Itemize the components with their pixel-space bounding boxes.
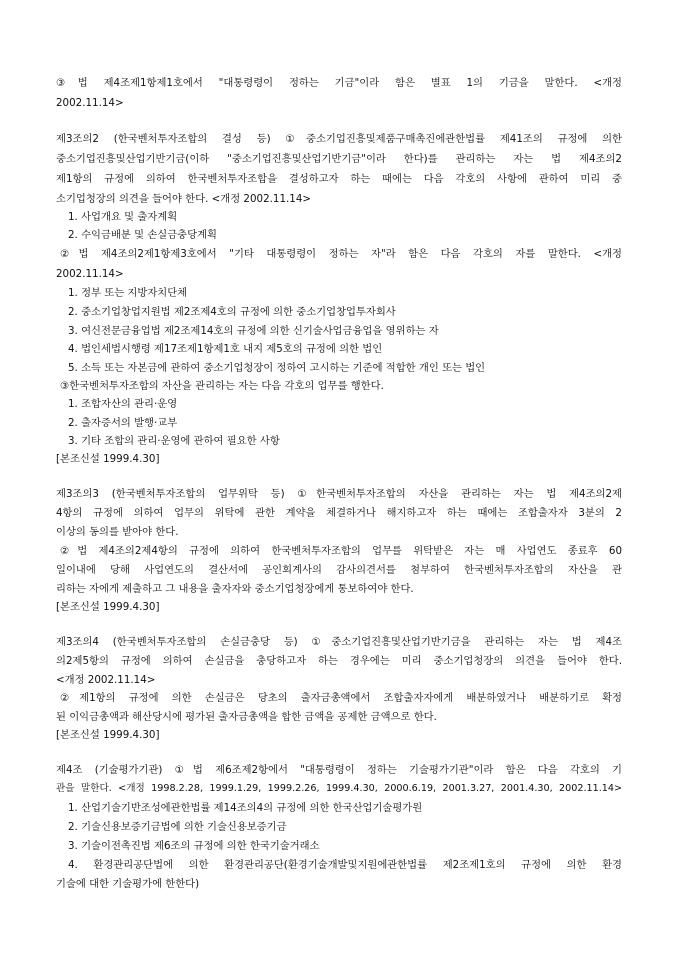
list-item: 5. 소득 또는 자본금에 관하여 중소기업청장이 정하여 고시하는 기준에 적합한 개인 또는 법인 — [68, 362, 486, 374]
paragraph-2-line: ②법 제4조의2제4항의 규정에 의하여 한국벤처투자조합의 업무를 위탁받은 자는 매 사업연도 종료후 60 — [60, 545, 622, 557]
list-item: 1. 정부 또는 지방자치단체 — [68, 287, 188, 299]
list-item: 3. 기타 조합의 관리·운영에 관하여 필요한 사항 — [68, 435, 280, 447]
article-3-2-line: 중소기업진흥및산업기반기금(이하 "중소기업진흥및산업기반기금"이라 한다)를 관리하는 자는 법 제4조의2 — [56, 153, 622, 165]
paragraph-3-line: ③한국벤처투자조합의 자산을 관리하는 자는 다음 각호의 업무를 행한다. — [60, 380, 384, 392]
list-item-continuation: 기술에 대한 기술평가에 한한다) — [56, 878, 200, 890]
list-item: 2. 중소기업창업지원법 제2조제4호의 규정에 의한 중소기업창업투자회사 — [68, 306, 396, 318]
list-item: 2. 출자증서의 발행·교부 — [68, 417, 178, 429]
article-3-4-line: <개정 2002.11.14> — [56, 674, 156, 686]
list-item: 1. 조합자산의 관리·운영 — [68, 398, 178, 410]
enactment-note: [본조신설 1999.4.30] — [56, 601, 160, 613]
paragraph-2-line: ②제1항의 규정에 의한 손실금은 당초의 출자금총액에서 조합출자자에게 배분하였거나 배분하기로 확정 — [60, 692, 622, 704]
paragraph-2-line: 2002.11.14> — [56, 268, 124, 280]
list-item: 1. 사업개요 및 출자계획 — [68, 211, 178, 223]
list-item: 2. 수익금배분 및 손실금충당계획 — [68, 229, 217, 241]
article-4-heading: 제4조 (기술평가기관) ①법 제6조제2항에서 "대통령령이 정하는 기술평가기관"이라 함은 다음 각호의 기 — [56, 764, 622, 776]
paragraph-2-line: 리하는 자에게 제출하고 그 내용을 출자자와 중소기업청장에게 통보하여야 한다. — [56, 583, 414, 595]
list-item: 1. 산업기술기반조성에관한법률 제14조의4의 규정에 의한 한국산업기술평가원 — [68, 802, 423, 814]
article-3-2-line: 소기업청장의 의견을 들어야 한다. <개정 2002.11.14> — [56, 193, 311, 205]
paragraph-2-line: ②법 제4조의2제1항제3호에서 "기타 대통령령이 정하는 자"라 함은 다음 각호의 자를 말한다. <개정 — [60, 248, 622, 260]
article-3-4-heading: 제3조의4 (한국벤처투자조합의 손실금충당 등) ①중소기업진흥및산업기반기금을 관리하는 자는 법 제4조 — [56, 636, 622, 648]
list-item: 4. 법인세법시행령 제17조제1항제1호 내지 제5호의 규정에 의한 법인 — [68, 343, 383, 355]
list-item: 3. 기술이전촉진법 제6조의 규정에 의한 한국기술거래소 — [68, 840, 320, 852]
list-item: 4. 환경관리공단법에 의한 환경관리공단(환경기술개발및지원에관한법률 제2조제1호의 규정에 의한 환경 — [68, 859, 622, 871]
article-3-3-line: 이상의 동의를 받아야 한다. — [56, 526, 179, 538]
article-4-line: 관을 말한다. <개정 1998.2.28, 1999.1.29, 1999.2.26, 1999.4.30, 2000.6.19, 2001.3.27, 2001.4.30, 2002.11.14> — [56, 783, 622, 794]
paragraph-2-line: 일이내에 당해 사업연도의 결산서에 공인회계사의 감사의견서를 첨부하여 한국벤처투자조합의 자산을 관 — [56, 564, 622, 576]
paragraph-3-line: ③법 제4조제1항제1호에서 "대통령령이 정하는 기금"이라 함은 별표 1의 기금을 말한다. <개정 — [56, 77, 622, 89]
article-3-2-heading: 제3조의2 (한국벤처투자조합의 결성 등) ①중소기업진흥및제품구매촉진에관한법률 제41조의 규정에 의한 — [56, 133, 622, 145]
enactment-note: [본조신설 1999.4.30] — [56, 453, 160, 465]
list-item: 2. 기술신용보증기금법에 의한 기술신용보증기금 — [68, 821, 287, 833]
article-3-4-line: 의2제5항의 규정에 의하여 손실금을 충당하고자 하는 경우에는 미리 중소기업청장의 의견을 들어야 한다. — [56, 655, 622, 667]
enactment-note: [본조신설 1999.4.30] — [56, 729, 160, 741]
paragraph-2-line: 된 이익금총액과 해산당시에 평가된 출자금총액을 합한 금액을 공제한 금액으로 한다. — [56, 711, 437, 723]
article-3-3-line: 4항의 규정에 의하여 업무의 위탁에 관한 계약을 체결하거나 해지하고자 하는 때에는 조합출자자 3분의 2 — [56, 507, 622, 519]
article-3-2-line: 제1항의 규정에 의하여 한국벤처투자조합을 결성하고자 하는 때에는 다음 각호의 사항에 관하여 미리 중 — [56, 173, 622, 185]
list-item: 3. 여신전문금융업법 제2조제14호의 규정에 의한 신기술사업금융업을 영위하는 자 — [68, 325, 439, 337]
article-3-3-heading: 제3조의3 (한국벤처투자조합의 업무위탁 등) ①한국벤처투자조합의 자산을 관리하는 자는 법 제4조의2제 — [56, 488, 622, 500]
paragraph-3-line: 2002.11.14> — [56, 97, 124, 109]
